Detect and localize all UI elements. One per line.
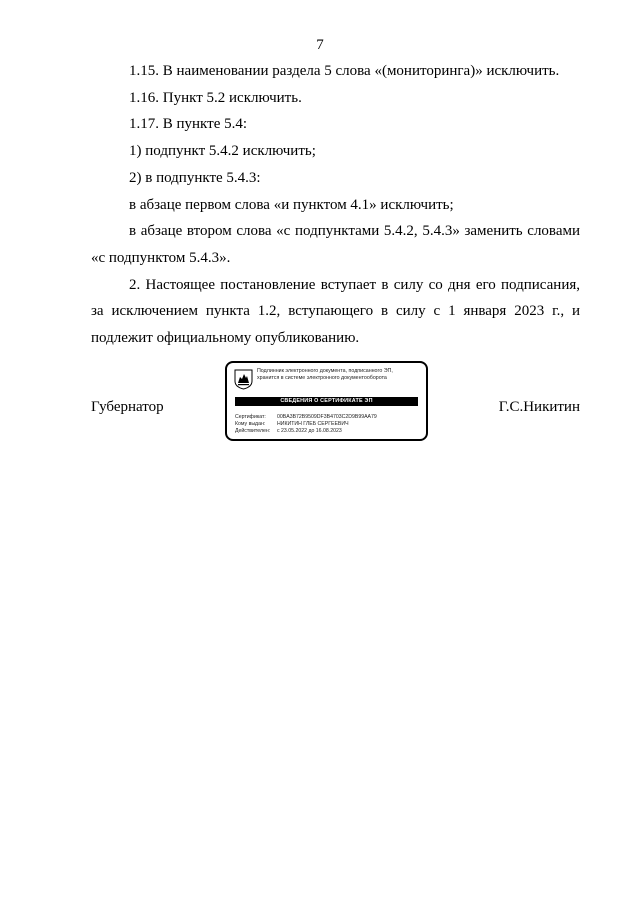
validity-value: с 23.05.2022 до 16.08.2023 bbox=[277, 427, 342, 434]
stamp-header-line-1: Подлинник электронного документа, подписанного ЭП, bbox=[257, 368, 393, 374]
stamp-owner-row bbox=[235, 421, 420, 428]
stamp-title: СВЕДЕНИЯ О СЕРТИФИКАТЕ ЭП bbox=[235, 397, 418, 406]
electronic-signature-stamp bbox=[225, 361, 428, 441]
certificate-label: Сертификат: bbox=[235, 414, 266, 420]
stamp-header-line-2: хранится в системе электронного документооборота bbox=[257, 375, 387, 381]
abzac-first: в абзаце первом слова «и пунктом 4.1» исключить; bbox=[129, 196, 454, 213]
owner-value: НИКИТИН ГЛЕБ СЕРГЕЕВИЧ bbox=[277, 420, 349, 427]
subparagraph-1: 1) подпункт 5.4.2 исключить; bbox=[129, 143, 316, 160]
page-number: 7 bbox=[316, 37, 324, 53]
stamp-header bbox=[257, 368, 422, 382]
certificate-value: 00BA3B72B9509DF3B4703C2D9B99AA79 bbox=[277, 414, 377, 420]
stamp-certificate-row bbox=[235, 414, 420, 421]
validity-label: Действителен: bbox=[235, 427, 271, 434]
subparagraph-2: 2) в подпункте 5.4.3: bbox=[129, 169, 261, 186]
stamp-validity-row bbox=[235, 428, 420, 435]
owner-label: Кому выдан: bbox=[235, 420, 266, 427]
abzac-second: в абзаце втором слова «с подпунктами 5.4.2, 5.4.3» заменить словами «с подпунктом 5.4.3». bbox=[91, 223, 580, 266]
coat-of-arms-icon bbox=[234, 369, 253, 390]
stamp-details bbox=[235, 414, 420, 435]
signatory-position: Губернатор bbox=[91, 399, 164, 415]
paragraph-1-17: 1.17. В пункте 5.4: bbox=[129, 116, 248, 133]
paragraph-1-15: 1.15. В наименовании раздела 5 слова «(мониторинга)» исключить. bbox=[129, 63, 560, 79]
paragraph-1-16: 1.16. Пункт 5.2 исключить. bbox=[129, 89, 302, 106]
signatory-name: Г.С.Никитин bbox=[498, 399, 580, 415]
paragraph-2: 2. Настоящее постановление вступает в силу со дня его подписания, за исключением пункта 1.2, вступающего в силу с 1 января 2023 г., и подлежит официальному опубликованию. bbox=[91, 276, 580, 347]
document-body bbox=[91, 58, 580, 352]
